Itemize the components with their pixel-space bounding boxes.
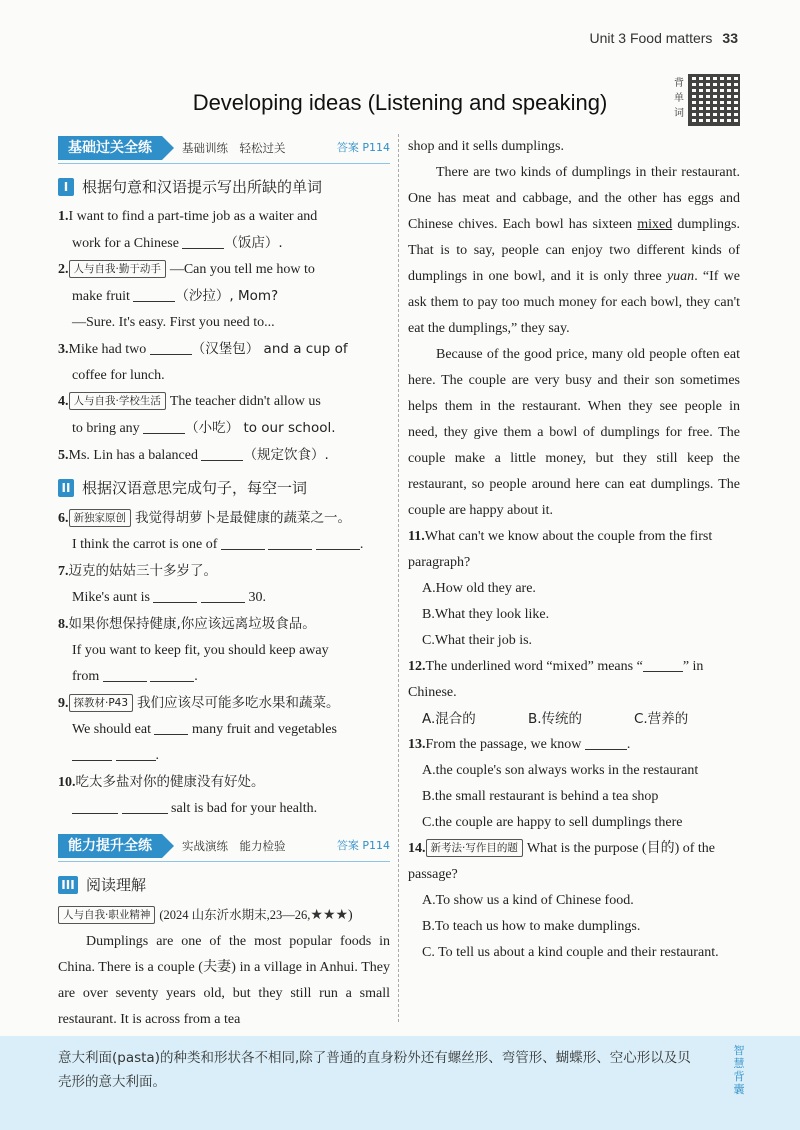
option-c[interactable]: C.What their job is. <box>422 633 533 648</box>
answer-blank[interactable] <box>72 746 112 761</box>
tip-text: 意大利面(pasta)的种类和形状各不相同,除了普通的直身粉外还有螺丝形、弯管形、蝴蝶形、空心形以及贝壳形的意大利面。 <box>58 1050 691 1090</box>
answer-blank[interactable] <box>143 419 185 434</box>
banner-basic <box>58 134 390 162</box>
option-a[interactable]: A.To show us a kind of Chinese food. <box>422 893 634 908</box>
topic-tag: 人与自我·职业精神 <box>58 906 155 924</box>
section-number: III <box>58 876 78 894</box>
question-3: 3.Mike had two （汉堡包） and a cup of <box>58 341 348 357</box>
page-header <box>589 30 738 46</box>
answer-blank[interactable] <box>153 588 197 603</box>
option-a[interactable]: A.How old they are. <box>422 581 536 596</box>
option-c[interactable]: C.营养的 <box>634 711 689 727</box>
section-3-heading: III 阅读理解 <box>58 872 390 898</box>
topic-tag: 人与自我·勤于动手 <box>69 260 166 278</box>
passage-paragraph-1: Dumplings are one of the most popular foods in China. There is a couple (夫妻) in a village in Anhui. They are over seventy years old, but they still run a small restaurant. It is across from a tea <box>58 934 390 1027</box>
question-12-options <box>408 706 740 732</box>
option-a[interactable]: A.混合的 <box>422 711 476 727</box>
answer-blank[interactable] <box>154 720 188 735</box>
question-9: 9. 探教材·P43 我们应该尽可能多吃水果和蔬菜。 <box>58 695 340 711</box>
question-4: 4. 人与自我·学校生活 The teacher didn't allow us <box>58 394 321 409</box>
answer-blank[interactable] <box>133 287 175 302</box>
section-number: II <box>58 479 74 497</box>
left-column: 基础过关全练 基础训练 轻松过关 答案 P114 I 根据句意和汉语提示写出所缺的单词 1.I want to find a part-time job as a waiter and work for a Chinese （饭店）. 2. 人与自我·勤于动手 —Can you tell me how to make fruit （沙拉）, Mom? —Sure. It's easy. First you need to... 3.Mike had two （汉堡包） and a cup of coffee for lunch. 4. 人与自我·学校生活 The teacher didn't allow us to bring any （小吃） to our school. 5.Ms. Lin has a balanced （规定饮食）. II 根据汉语意思完成句子，每空一词 6. 新独家原创 我觉得胡萝卜是最健康的蔬菜之一。 I think the carrot is one of . 7.迈克的姑姑三十多岁了。 Mike's aunt is 30. 8.如果你想保持健康,你应该远离垃圾食品。 If you want to keep fit, you should keep away from . 9. 探教材·P43 我们应该尽可能多吃水果和蔬菜。 We should eat many fruit and vegetables . 10.吃太多盐对你的健康没有好处。 salt is bad for your health. 能力提升全练 实战演练 能力检验 答案 P114 III 阅读理解 人与自我·职业精神 (2024 山东沂水期末,23—26,★★★) Dumplings are one of the most popular foods in China. There is a couple (夫妻) in a village in Anhui. They are over seventy years old, but they still run a small restaurant. It is across from a tea <box>58 134 390 1033</box>
topic-tag: 探教材·P43 <box>69 694 134 712</box>
unit-title: Unit 3 Food matters <box>589 30 713 46</box>
answer-blank[interactable] <box>643 657 683 672</box>
topic-tag: 人与自我·学校生活 <box>69 392 166 410</box>
topic-tag: 新考法·写作目的题 <box>426 839 523 857</box>
option-b[interactable]: B.传统的 <box>528 711 583 727</box>
question-10: 10.吃太多盐对你的健康没有好处。 <box>58 774 265 790</box>
answer-blank[interactable] <box>103 667 147 682</box>
passage-paragraph-2: There are two kinds of dumplings in their restaurant. One has meat and cabbage, and the other has eggs and Chinese chives. Each bowl has sixteen mixed dumplings. That is to say, people can enjoy two different kinds of dumplings in one bowl, and it is only three yuan. “If we ask them to pay too much money for each bowl, they can't eat the dumplings,” they say. <box>408 165 741 336</box>
option-c[interactable]: C.the couple are happy to sell dumplings there <box>422 815 683 830</box>
right-column <box>408 134 740 966</box>
option-a[interactable]: A.the couple's son always works in the restaurant <box>422 763 699 778</box>
banner-title: 能力提升全练 <box>58 834 162 858</box>
answer-blank[interactable] <box>122 799 168 814</box>
difficulty-stars-icon: ★★★ <box>310 908 349 923</box>
question-14: 14. 新考法·写作目的题 What is the purpose (目的) of the passage? <box>408 841 716 882</box>
topic-tag: 新独家原创 <box>69 509 132 527</box>
question-11: 11.What can't we know about the couple from the first paragraph? <box>408 529 713 570</box>
question-13: 13.From the passage, we know . <box>408 737 631 752</box>
question-2: 2. 人与自我·勤于动手 —Can you tell me how to <box>58 262 315 277</box>
answer-blank[interactable] <box>221 535 265 550</box>
question-1: 1.I want to find a part-time job as a waiter and <box>58 209 318 224</box>
answer-blank[interactable] <box>201 446 243 461</box>
question-5: 5.Ms. Lin has a balanced （规定饮食）. <box>58 447 329 463</box>
qr-label: 背单词 <box>674 78 684 119</box>
answer-blank[interactable] <box>201 588 245 603</box>
answer-link[interactable]: 答案 P114 <box>336 141 390 154</box>
option-b[interactable]: B.What they look like. <box>422 607 550 622</box>
page-number: 33 <box>722 30 738 46</box>
banner-advanced <box>58 832 390 860</box>
option-c[interactable]: C. To tell us about a kind couple and their restaurant. <box>422 945 719 960</box>
section-1-heading: I 根据句意和汉语提示写出所缺的单词 <box>58 174 390 200</box>
answer-blank[interactable] <box>72 799 118 814</box>
banner-subtitle: 基础训练 轻松过关 <box>182 141 286 155</box>
answer-blank[interactable] <box>116 746 156 761</box>
answer-blank[interactable] <box>150 340 192 355</box>
answer-blank[interactable] <box>268 535 312 550</box>
side-label: 智慧背囊 <box>733 1044 745 1096</box>
section-number: I <box>58 178 74 196</box>
answer-blank[interactable] <box>150 667 194 682</box>
underlined-word: mixed <box>637 217 673 232</box>
passage-paragraph-1-cont: shop and it sells dumplings. <box>408 139 564 154</box>
option-b[interactable]: B.the small restaurant is behind a tea shop <box>422 789 659 804</box>
passage-source: 人与自我·职业精神 (2024 山东沂水期末,23—26,★★★) <box>58 902 390 929</box>
answer-blank[interactable] <box>316 535 360 550</box>
column-divider <box>398 134 399 1022</box>
answer-blank[interactable] <box>585 735 627 750</box>
banner-subtitle: 实战演练 能力检验 <box>182 839 286 853</box>
banner-title: 基础过关全练 <box>58 136 162 160</box>
section-2-heading: II 根据汉语意思完成句子，每空一词 <box>58 475 390 501</box>
answer-blank[interactable] <box>182 234 224 249</box>
qr-code-icon[interactable] <box>688 74 740 126</box>
page-title: Developing ideas (Listening and speaking) <box>192 90 608 115</box>
option-b[interactable]: B.To teach us how to make dumplings. <box>422 919 641 934</box>
question-7: 7.迈克的姑姑三十多岁了。 <box>58 563 217 579</box>
question-12: 12.The underlined word “mixed” means “ ” in Chinese. <box>408 659 704 700</box>
question-6: 6. 新独家原创 我觉得胡萝卜是最健康的蔬菜之一。 <box>58 510 351 526</box>
question-8: 8.如果你想保持健康,你应该远离垃圾食品。 <box>58 616 316 632</box>
passage-paragraph-3: Because of the good price, many old people often eat here. The couple are very busy and their son sometimes helps them in the restaurant. When they see people in need, they give them a bowl of dumplings for free. The couple make a little money, but they still keep the restaurant, so people around here can eat dumplings. The couple are happy about it. <box>408 347 740 518</box>
answer-link[interactable]: 答案 P114 <box>336 839 390 852</box>
